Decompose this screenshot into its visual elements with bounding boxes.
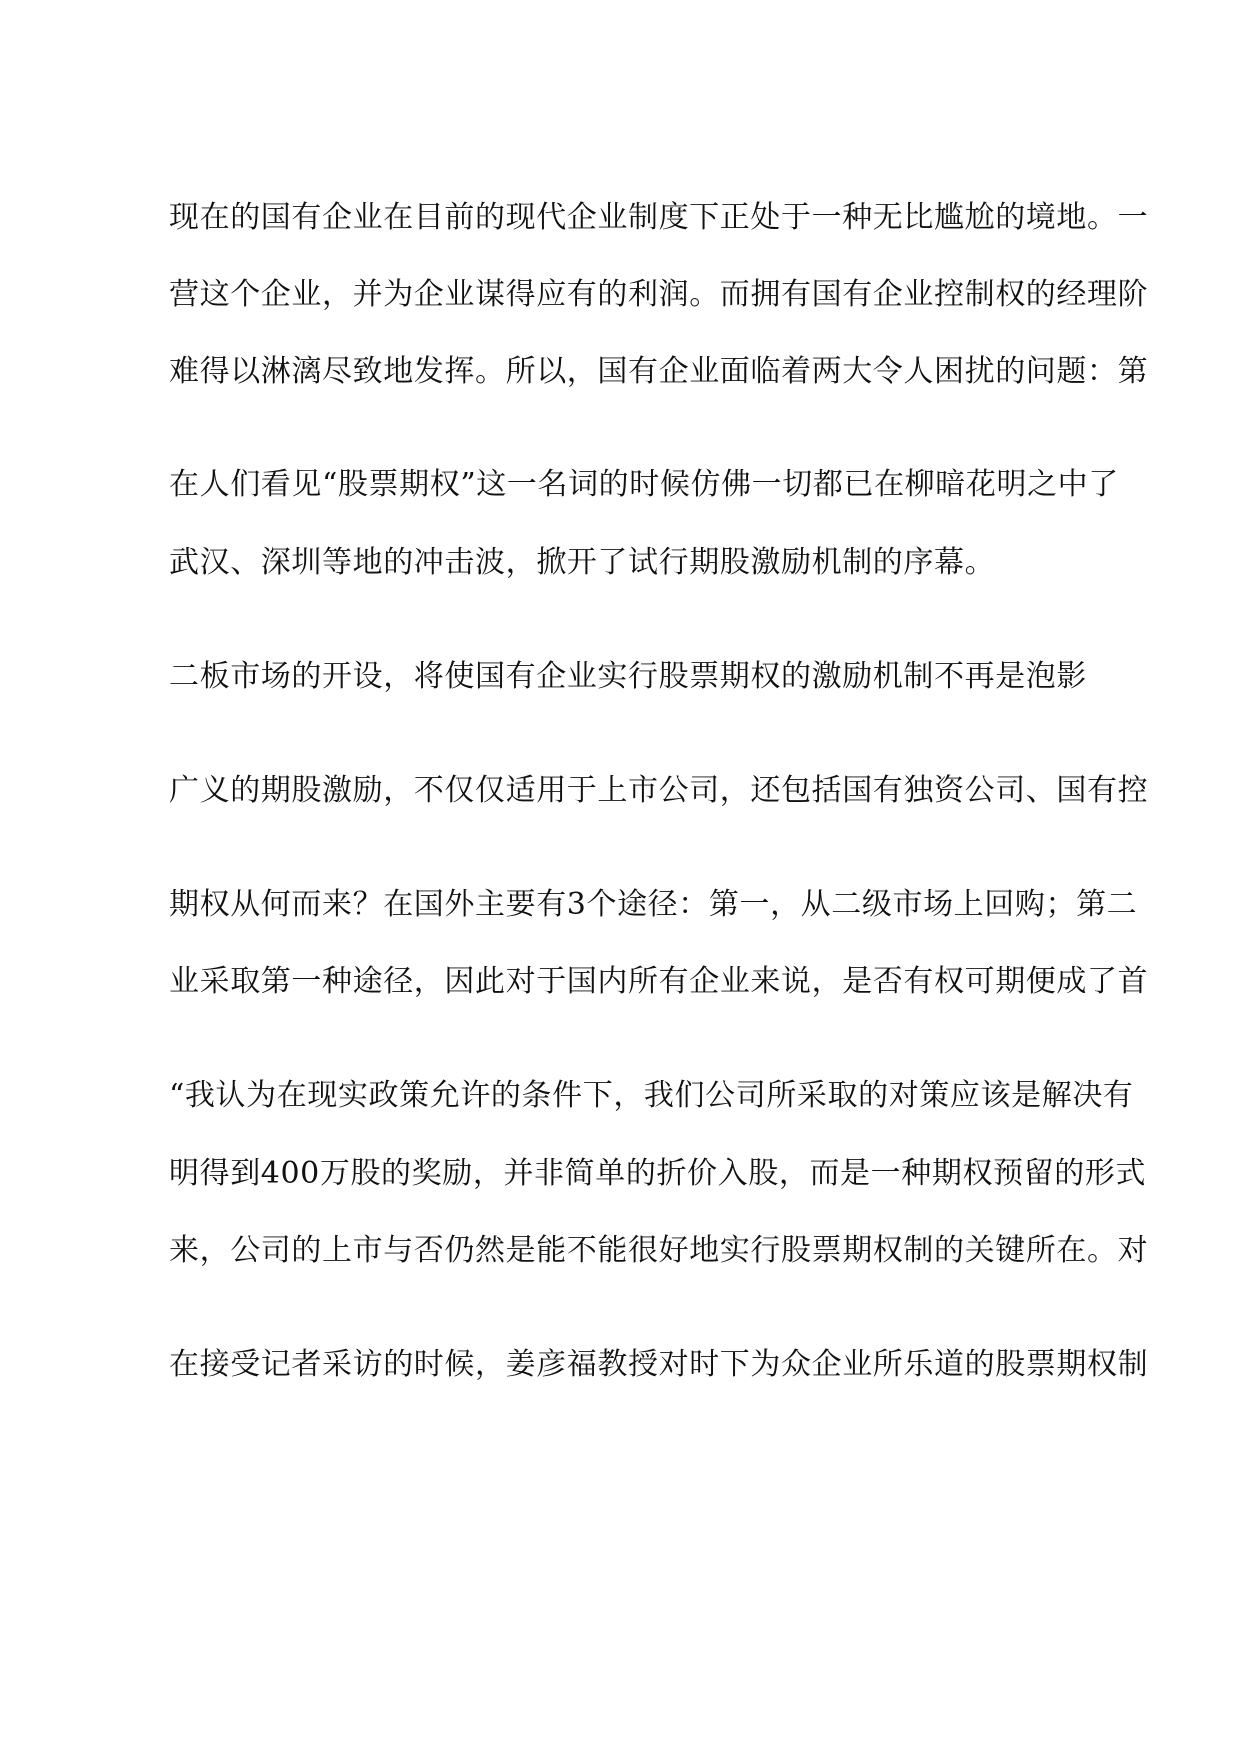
text-line: “我认为在现实政策允许的条件下，我们公司所采取的对策应该是解决有 (169, 1078, 1134, 1113)
text-line: 武汉、深圳等地的冲击波，掀开了试行期股激励机制的序幕。 (169, 545, 996, 580)
text-line: 广义的期股激励，不仅仅适用于上市公司，还包括国有独资公司、国有控 (169, 773, 1149, 808)
text-line: 明得到400万股的奖励，并非简单的折价入股，而是一种期权预留的形式 (169, 1156, 1147, 1191)
text-line: 二板市场的开设，将使国有企业实行股票期权的激励机制不再是泡影 (169, 659, 1087, 694)
text-line: 在接受记者采访的时候，姜彦福教授对时下为众企业所乐道的股票期权制 (169, 1347, 1149, 1382)
text-line: 来，公司的上市与否仍然是能不能很好地实行股票期权制的关键所在。对 (169, 1233, 1149, 1268)
text-line: 期权从何而来？在国外主要有3个途径：第一，从二级市场上回购；第二 (169, 887, 1138, 922)
text-line: 在人们看见“股票期权”这一名词的时候仿佛一切都已在柳暗花明之中了 (169, 467, 1119, 502)
text-line: 现在的国有企业在目前的现代企业制度下正处于一种无比尴尬的境地。一 (169, 200, 1149, 235)
text-line: 难得以淋漓尽致地发挥。所以，国有企业面临着两大令人困扰的问题：第 (169, 354, 1149, 389)
text-line: 营这个企业，并为企业谋得应有的利润。而拥有国有企业控制权的经理阶 (169, 277, 1149, 312)
text-line: 业采取第一种途径，因此对于国内所有企业来说，是否有权可期便成了首 (169, 964, 1149, 999)
